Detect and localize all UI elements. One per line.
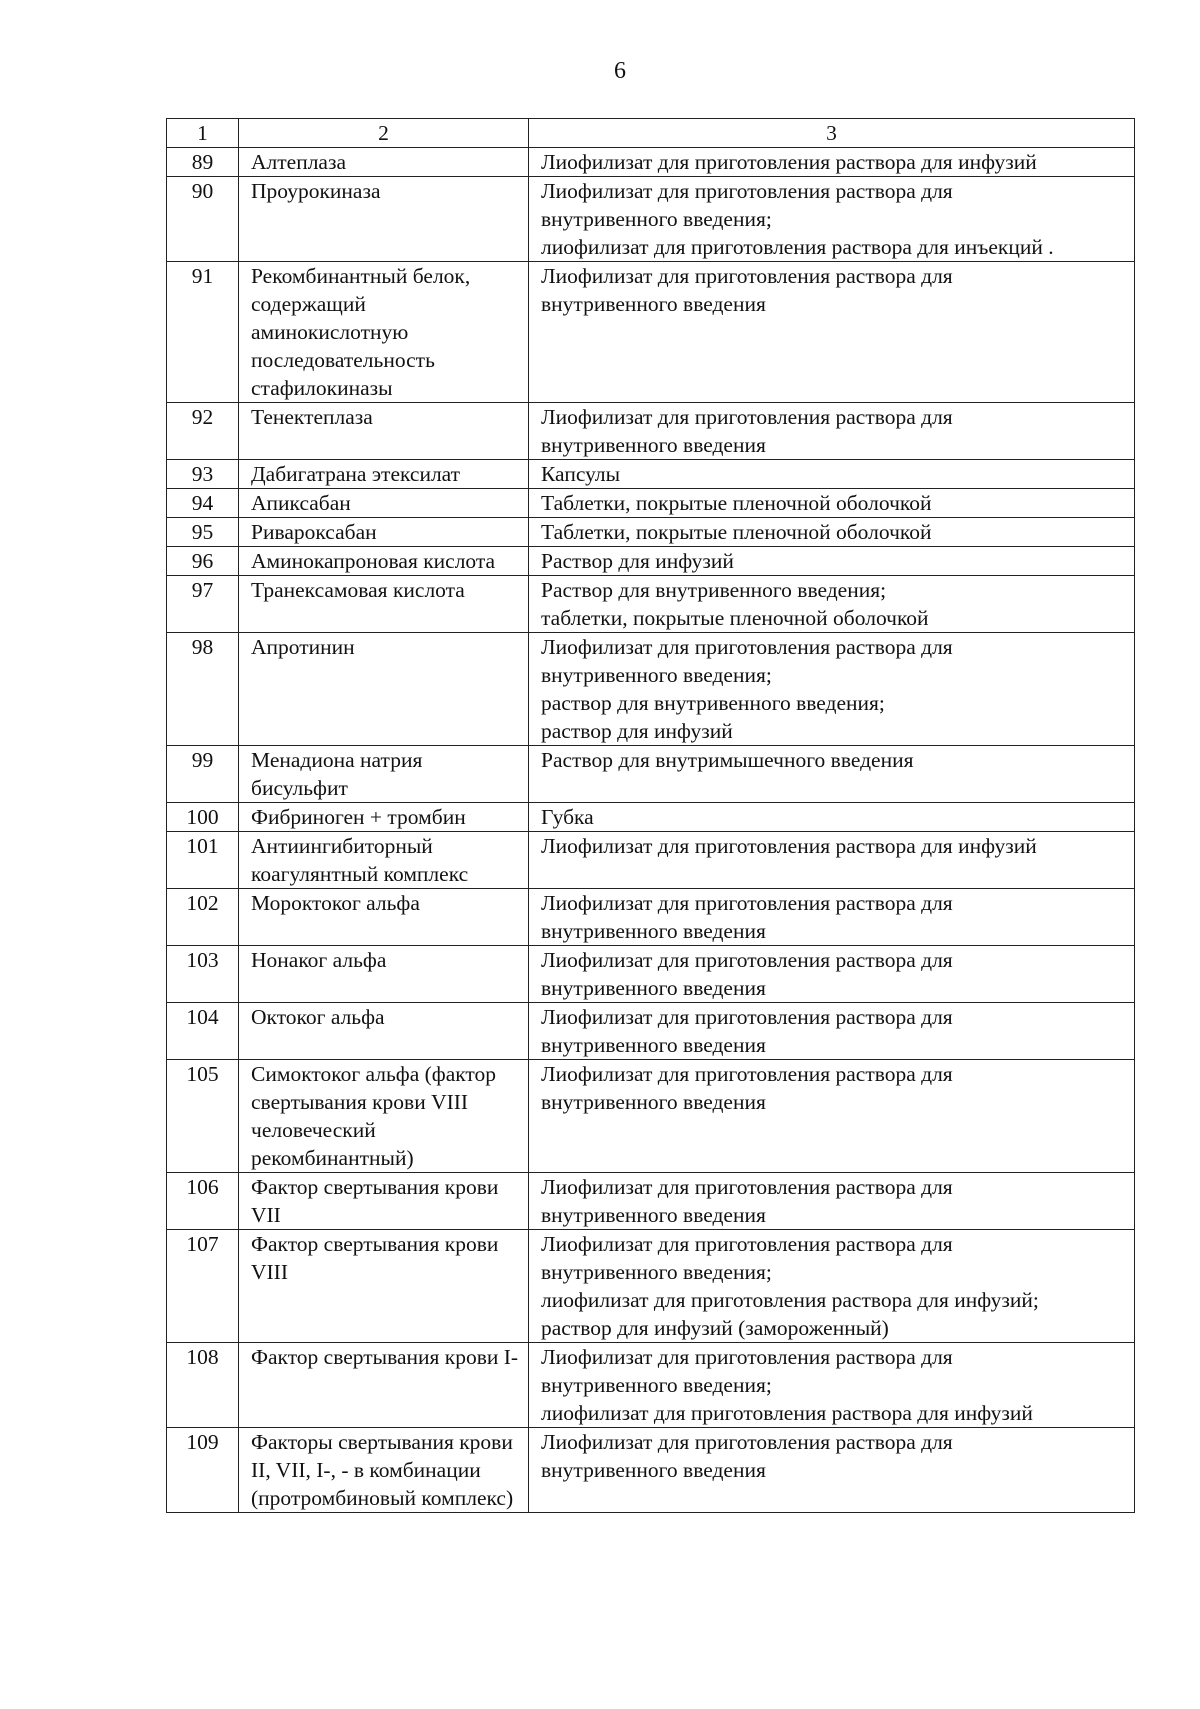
drug-name: Факторы свертывания крови II, VII, I-, - в комбинации (протромбиновый комплекс) [239, 1428, 529, 1513]
table-row [167, 832, 1135, 889]
dosage-form-line: Раствор для внутримышечного введения [541, 748, 914, 772]
dosage-forms [529, 1230, 1135, 1343]
dosage-forms [529, 1343, 1135, 1428]
drug-name: Транексамовая кислота [239, 576, 529, 633]
table-row [167, 1428, 1135, 1513]
drug-name: Аминокапроновая кислота [239, 547, 529, 576]
column-header-number: 1 [167, 119, 239, 148]
drug-name: Фактор свертывания крови I- [239, 1343, 529, 1428]
table-row [167, 262, 1135, 403]
table-row [167, 518, 1135, 547]
dosage-forms [529, 832, 1135, 889]
dosage-form-line: внутривенного введения; [541, 663, 772, 687]
drug-name: Апротинин [239, 633, 529, 746]
drug-name: Менадиона натрия бисульфит [239, 746, 529, 803]
dosage-form-line: Лиофилизат для приготовления раствора для [541, 179, 953, 203]
dosage-forms [529, 1173, 1135, 1230]
table-header-row [167, 119, 1135, 148]
row-number: 105 [167, 1060, 239, 1173]
row-number: 107 [167, 1230, 239, 1343]
dosage-form-line: Лиофилизат для приготовления раствора для [541, 1175, 953, 1199]
drug-name: Антиингибиторный коагулянтный комплекс [239, 832, 529, 889]
table-row [167, 746, 1135, 803]
drug-name: Проурокиназа [239, 177, 529, 262]
dosage-forms [529, 946, 1135, 1003]
drug-name: Нонаког альфа [239, 946, 529, 1003]
dosage-form-line: раствор для внутривенного введения; [541, 691, 885, 715]
drug-list-table [166, 118, 1135, 1513]
dosage-form-line: внутривенного введения [541, 1090, 766, 1114]
row-number: 90 [167, 177, 239, 262]
page-number: 6 [614, 58, 626, 84]
dosage-forms [529, 148, 1135, 177]
dosage-form-line: Лиофилизат для приготовления раствора для [541, 1430, 953, 1454]
dosage-forms [529, 1428, 1135, 1513]
dosage-form-line: внутривенного введения; [541, 207, 772, 231]
row-number: 99 [167, 746, 239, 803]
dosage-form-line: лиофилизат для приготовления раствора для инфузий [541, 1401, 1033, 1425]
dosage-forms [529, 1003, 1135, 1060]
table-row [167, 1003, 1135, 1060]
dosage-form-line: внутривенного введения [541, 919, 766, 943]
row-number: 106 [167, 1173, 239, 1230]
table-row [167, 547, 1135, 576]
table-row [167, 148, 1135, 177]
dosage-form-line: Капсулы [541, 462, 621, 486]
table-row [167, 403, 1135, 460]
row-number: 98 [167, 633, 239, 746]
dosage-form-line: внутривенного введения; [541, 1260, 772, 1284]
dosage-form-line: Лиофилизат для приготовления раствора для [541, 1062, 953, 1086]
table-row [167, 946, 1135, 1003]
row-number: 95 [167, 518, 239, 547]
dosage-forms [529, 460, 1135, 489]
dosage-form-line: Раствор для инфузий [541, 549, 734, 573]
dosage-form-line: внутривенного введения [541, 1033, 766, 1057]
table-row [167, 1230, 1135, 1343]
table-row [167, 803, 1135, 832]
dosage-form-line: Лиофилизат для приготовления раствора для [541, 405, 953, 429]
dosage-form-line: Губка [541, 805, 594, 829]
dosage-form-line: раствор для инфузий [541, 719, 733, 743]
drug-name: Дабигатрана этексилат [239, 460, 529, 489]
drug-name: Алтеплаза [239, 148, 529, 177]
drug-name: Ривароксабан [239, 518, 529, 547]
column-header-form: 3 [529, 119, 1135, 148]
row-number: 94 [167, 489, 239, 518]
row-number: 102 [167, 889, 239, 946]
dosage-forms [529, 403, 1135, 460]
row-number: 91 [167, 262, 239, 403]
dosage-forms [529, 633, 1135, 746]
row-number: 108 [167, 1343, 239, 1428]
dosage-form-line: таблетки, покрытые пленочной оболочкой [541, 606, 929, 630]
dosage-forms [529, 1060, 1135, 1173]
dosage-form-line: Лиофилизат для приготовления раствора для инфузий [541, 150, 1037, 174]
table-body [167, 148, 1135, 1513]
dosage-form-line: внутривенного введения [541, 976, 766, 1000]
row-number: 104 [167, 1003, 239, 1060]
dosage-forms [529, 518, 1135, 547]
dosage-form-line: внутривенного введения [541, 292, 766, 316]
dosage-form-line: Лиофилизат для приготовления раствора для инфузий [541, 834, 1037, 858]
dosage-form-line: Лиофилизат для приготовления раствора для [541, 1005, 953, 1029]
drug-name: Апиксабан [239, 489, 529, 518]
dosage-form-line: раствор для инфузий (замороженный) [541, 1316, 889, 1340]
table-row [167, 633, 1135, 746]
dosage-forms [529, 576, 1135, 633]
dosage-forms [529, 746, 1135, 803]
table-row [167, 1343, 1135, 1428]
row-number: 109 [167, 1428, 239, 1513]
row-number: 89 [167, 148, 239, 177]
table-row [167, 177, 1135, 262]
dosage-forms [529, 177, 1135, 262]
dosage-form-line: Таблетки, покрытые пленочной оболочкой [541, 491, 932, 515]
row-number: 93 [167, 460, 239, 489]
dosage-form-line: Лиофилизат для приготовления раствора для [541, 1232, 953, 1256]
dosage-form-line: внутривенного введения [541, 433, 766, 457]
drug-name: Фактор свертывания крови VIII [239, 1230, 529, 1343]
dosage-form-line: внутривенного введения [541, 1458, 766, 1482]
dosage-form-line: внутривенного введения [541, 1203, 766, 1227]
dosage-form-line: Лиофилизат для приготовления раствора для [541, 891, 953, 915]
dosage-form-line: Лиофилизат для приготовления раствора для [541, 948, 953, 972]
drug-name: Симоктоког альфа (фактор свертывания крови VIII человеческий рекомбинантный) [239, 1060, 529, 1173]
drug-name: Мороктоког альфа [239, 889, 529, 946]
drug-name: Тенектеплаза [239, 403, 529, 460]
row-number: 101 [167, 832, 239, 889]
dosage-form-line: внутривенного введения; [541, 1373, 772, 1397]
dosage-form-line: Раствор для внутривенного введения; [541, 578, 887, 602]
dosage-forms [529, 489, 1135, 518]
table-row [167, 576, 1135, 633]
dosage-form-line: лиофилизат для приготовления раствора для инъекций . [541, 235, 1054, 259]
table-row [167, 1173, 1135, 1230]
dosage-forms [529, 547, 1135, 576]
drug-name: Октоког альфа [239, 1003, 529, 1060]
dosage-forms [529, 889, 1135, 946]
dosage-forms [529, 803, 1135, 832]
row-number: 96 [167, 547, 239, 576]
dosage-forms [529, 262, 1135, 403]
column-header-name: 2 [239, 119, 529, 148]
table-row [167, 489, 1135, 518]
dosage-form-line: лиофилизат для приготовления раствора для инфузий; [541, 1288, 1039, 1312]
table-row [167, 1060, 1135, 1173]
row-number: 103 [167, 946, 239, 1003]
dosage-form-line: Лиофилизат для приготовления раствора для [541, 264, 953, 288]
dosage-form-line: Лиофилизат для приготовления раствора для [541, 1345, 953, 1369]
table-row [167, 889, 1135, 946]
dosage-form-line: Лиофилизат для приготовления раствора для [541, 635, 953, 659]
row-number: 97 [167, 576, 239, 633]
drug-name: Рекомбинантный белок, содержащий аминокислотную последовательность стафилокиназы [239, 262, 529, 403]
row-number: 92 [167, 403, 239, 460]
table-row [167, 460, 1135, 489]
drug-name: Фактор свертывания крови VII [239, 1173, 529, 1230]
dosage-form-line: Таблетки, покрытые пленочной оболочкой [541, 520, 932, 544]
drug-name: Фибриноген + тромбин [239, 803, 529, 832]
row-number: 100 [167, 803, 239, 832]
